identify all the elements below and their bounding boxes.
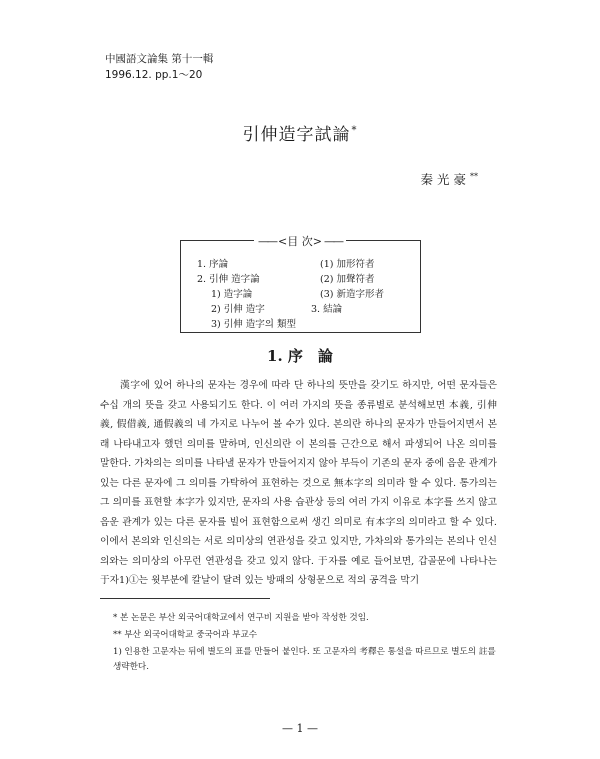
toc-item: 2. 引伸 造字論 [197,274,260,285]
journal-issue: 1996.12. pp.1～20 [105,69,203,81]
body-text [100,376,497,591]
toc-item: 3. 結論 [311,304,343,315]
footnote-divider [100,598,270,599]
toc-heading-text: —— <目 次> —— [254,235,346,248]
toc-item: (3) 新造字形者 [320,289,384,300]
toc-item: 3) 引伸 造字의 類型 [211,319,296,330]
article-title [0,120,600,145]
author-footnote-mark: ** [470,171,478,181]
toc-item: (2) 加聲符者 [320,274,375,285]
footnote-funding: * 본 논문은 부산 외국어대학교에서 연구비 지원을 받아 작성한 것임. [113,613,369,623]
journal-name: 中國語文論集 第十一輯 [105,53,214,65]
body-paragraph: 漢字에 있어 하나의 문자는 경우에 따라 단 하나의 뜻만을 갖기도 하지만, 어떤 문자들은 수십 개의 뜻을 갖고 사용되기도 한다. 이 여러 가지의 뜻을 종류별로 분석해보면 本義, 引伸義, 假借義, 通假義의 네 가지로 나누어 볼 수가 있다. 본의란 하나의 문자가 만들어지면서 본래 나타내고자 했던 의미를 말하며, 인신의란 이 본의를 근간으로 해서 파생되어 나온 의미를 말한다. 가차의는 의미를 나타낼 문자가 만들어지지 않아 부득이 기존의 문자 중에 음운 관계가 있는 다른 문자에 그 의미를 가탁하여 표현하는 것으로 無本字의 의미라 할 수 있다. 통가의는 그 의미를 표현할 本字가 있지만, 문자의 사용 습관상 등의 여러 가지 이유로 本字를 쓰지 않고 음운 관계가 있는 다른 문자를 빌어 표현함으로써 생긴 의미로 有本字의 의미라고 할 수 있다. 이에서 본의와 인신의는 서로 의미상의 연관성을 갖고 있지만, 가차의와 통가의는 본의나 인신의와는 의미상의 아무런 연관성을 갖고 있지 않다. 于자를 예로 들어보면, 갑골문에 나타나는 于자1)①는 윗부분에 칼날이 달려 있는 방패의 상형문으로 적의 공격을 막기 [100,380,497,586]
title-footnote-mark: * [351,125,358,137]
article-title-text: 引伸造字試論 [242,125,351,145]
toc-item: 1) 造字論 [211,289,253,300]
footnote-1: 1) 인용한 고문자는 뒤에 별도의 표를 만들어 붙인다. 또 고문자의 考釋은 통설을 따르므로 별도의 註를 생략한다. [113,647,496,672]
author-name: 秦光豪 [420,172,470,187]
page-number: — 1 — [282,722,318,735]
footnote-affiliation: ** 부산 외국어대학교 중국어과 부교수 [113,630,258,640]
toc-heading [0,233,600,249]
toc-item: (1) 加形符者 [320,259,375,270]
author [420,170,478,188]
toc-item: 2) 引伸 造字 [211,304,265,315]
journal-header [105,51,213,83]
section-heading: 1. 序 論 [267,347,333,365]
toc-item: 1. 序論 [197,259,229,270]
